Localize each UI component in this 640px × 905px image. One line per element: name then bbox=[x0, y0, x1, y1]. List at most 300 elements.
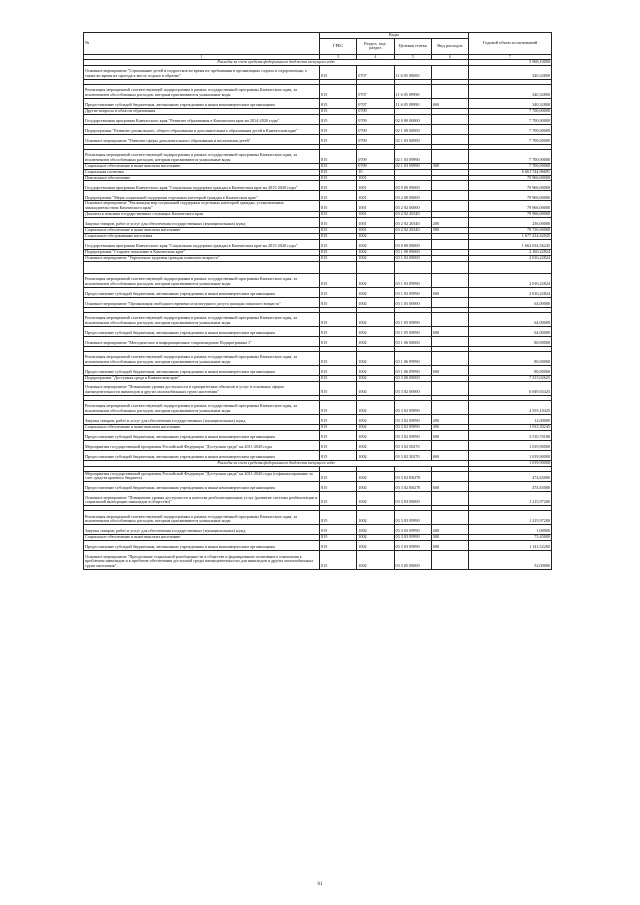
cell-grbs: 815 bbox=[320, 249, 357, 255]
cell-name: Предоставление субсидий бюджетным, автономным учреждениям и иным некоммерческим организациям bbox=[84, 326, 320, 336]
cell-target-article: 03 1 00 00000 bbox=[394, 249, 431, 255]
cell-name: Реализация мероприятий соответствующей подпрограммы в рамках государственной программы Камчатского края, за исключением обособленных расходов, которым присваиваются уникальные коды bbox=[84, 351, 320, 365]
cell-expense-type bbox=[431, 201, 468, 212]
cell-sum: 1 019,90000 bbox=[469, 440, 552, 450]
cell-razdel: 1002 bbox=[357, 424, 394, 430]
cell-target-article: 03 1 05 09990 bbox=[394, 326, 431, 336]
cell-grbs: 815 bbox=[320, 239, 357, 249]
cell-expense-type bbox=[431, 471, 468, 482]
cell-target-article: 02 1 03 09990 bbox=[394, 163, 431, 169]
cell-name: Доплаты к пенсиям государственных служащих Камчатского края bbox=[84, 212, 320, 218]
table-row bbox=[84, 239, 552, 249]
cell-expense-type: 200 bbox=[431, 525, 468, 535]
table-body bbox=[84, 59, 552, 569]
cell-expense-type bbox=[431, 114, 468, 124]
cell-grbs: 815 bbox=[320, 212, 357, 218]
cell-sum: 1 662 634,56245 bbox=[469, 239, 552, 249]
cell-sum: 1 215,97200 bbox=[469, 511, 552, 525]
cell-target-article: 03 3 02 09990 bbox=[394, 430, 431, 440]
cell-razdel: 0709 bbox=[357, 134, 394, 144]
table-row bbox=[84, 351, 552, 365]
cell-grbs: 815 bbox=[320, 65, 357, 79]
cell-sum: 1 019,90000 bbox=[469, 450, 552, 460]
table-row bbox=[84, 430, 552, 440]
cell-razdel: 1001 bbox=[357, 228, 394, 234]
cell-sum: 1 215,97200 bbox=[469, 492, 552, 506]
cell-name: Основное мероприятие "Страхование детей и подростков во время их пребывания в организациях отдыха и оздоровления, а также во время их проезда к месту отдыха и обратно" bbox=[84, 65, 320, 79]
cell-grbs: 815 bbox=[320, 381, 357, 395]
cell-grbs: 815 bbox=[320, 551, 357, 570]
cell-grbs: 815 bbox=[320, 535, 357, 541]
cell-grbs: 815 bbox=[320, 492, 357, 506]
cell-grbs: 815 bbox=[320, 297, 357, 307]
cell-grbs: 815 bbox=[320, 375, 357, 381]
cell-target-article: 03 2 00 00000 bbox=[394, 191, 431, 201]
cell-sum: 7 700,00000 bbox=[469, 124, 552, 134]
cell-target-article: 02 1 03 09990 bbox=[394, 149, 431, 163]
cell-sum: 236,00000 bbox=[469, 218, 552, 228]
cell-expense-type: 600 bbox=[431, 98, 468, 108]
header-target-article: Целевая статья bbox=[394, 38, 431, 54]
cell-name: Подпрограмма "Доступная среда в Камчатском крае" bbox=[84, 375, 320, 381]
cell-expense-type bbox=[431, 273, 468, 287]
cell-target-article: 03 1 05 00000 bbox=[394, 297, 431, 307]
page-number: 61 bbox=[317, 882, 323, 887]
cell-name: Подпрограмма "Старшее поколение в Камчатском крае" bbox=[84, 249, 320, 255]
cell-sum: 7 700,00000 bbox=[469, 114, 552, 124]
cell-name: Основное мероприятие "Повышение уровня доступности и качества реабилитационных услуг (развитие системы реабилитации и социальной интеграции инвалидов в общество)" bbox=[84, 492, 320, 506]
cell-razdel: 1002 bbox=[357, 239, 394, 249]
cell-grbs: 815 bbox=[320, 525, 357, 535]
cell-expense-type: 600 bbox=[431, 365, 468, 375]
cell-grbs: 815 bbox=[320, 273, 357, 287]
header-sum: Годовой объем ассигнований bbox=[469, 33, 552, 55]
cell-expense-type: 300 bbox=[431, 424, 468, 430]
cell-name: Основное мероприятие "Преодоление социальной разобщенности в обществе и формирование позитивного отношения к проблемам инвалидов и к проблеме обеспечения доступной среды жизнедеятельности для инвалидов и других маломобильных групп населения" bbox=[84, 551, 320, 570]
cell-target-article: 03 2 02 20340 bbox=[394, 212, 431, 218]
cell-target-article: 03 3 02 09990 bbox=[394, 414, 431, 424]
table-row bbox=[84, 381, 552, 395]
cell-sum: 64,00000 bbox=[469, 312, 552, 326]
cell-grbs: 815 bbox=[320, 234, 357, 240]
cell-expense-type bbox=[431, 124, 468, 134]
cell-target-article: 03 3 02 09990 bbox=[394, 400, 431, 414]
table-row bbox=[84, 471, 552, 482]
cell-grbs: 815 bbox=[320, 163, 357, 169]
cell-grbs: 815 bbox=[320, 98, 357, 108]
cell-name: Реализация мероприятий соответствующей подпрограммы в рамках государственной программы Камчатского края, за исключением обособленных расходов, которым присваиваются уникальные коды bbox=[84, 273, 320, 287]
table-row bbox=[84, 84, 552, 98]
cell-grbs: 815 bbox=[320, 181, 357, 191]
cell-expense-type bbox=[431, 400, 468, 414]
cell-razdel: 10 bbox=[357, 169, 394, 175]
cell-razdel: 1002 bbox=[357, 482, 394, 492]
cell-name bbox=[84, 261, 320, 273]
cell-sum: 64,00000 bbox=[469, 297, 552, 307]
cell-razdel: 0707 bbox=[357, 65, 394, 79]
cell-grbs: 815 bbox=[320, 440, 357, 450]
cell-grbs: 815 bbox=[320, 191, 357, 201]
cell-sum: 79 730,00000 bbox=[469, 228, 552, 234]
cell-grbs: 815 bbox=[320, 287, 357, 297]
cell-expense-type bbox=[431, 261, 468, 273]
cell-target-article: 03 1 05 09990 bbox=[394, 312, 431, 326]
cell-expense-type bbox=[431, 336, 468, 346]
cell-sum: 79 966,00000 bbox=[469, 212, 552, 218]
cell-target-article: 03 1 06 00000 bbox=[394, 336, 431, 346]
cell-razdel: 1002 bbox=[357, 430, 394, 440]
cell-name: Реализация мероприятий соответствующей подпрограммы в рамках государственной программы Камчатского края, за исключением обособленных расходов, которым присваиваются уникальные коды bbox=[84, 511, 320, 525]
table-row bbox=[84, 336, 552, 346]
table-row bbox=[84, 181, 552, 191]
cell-expense-type bbox=[431, 492, 468, 506]
cell-name: Основное мероприятие "Повышение уровня доступности и приоритетных объектов и услуг в основных сферах жизнедеятельности инвалидов и других маломобильных групп населения" bbox=[84, 381, 320, 395]
cell-target-article: 03 2 02 20340 bbox=[394, 218, 431, 228]
cell-expense-type bbox=[431, 181, 468, 191]
cell-target-article: 03 1 03 09990 bbox=[394, 287, 431, 297]
cell-name: Социальное обслуживание населения bbox=[84, 234, 320, 240]
cell-grbs bbox=[320, 261, 357, 273]
cell-expense-type bbox=[431, 191, 468, 201]
cell-target-article: 03 3 03 09990 bbox=[394, 541, 431, 551]
cell-sum bbox=[469, 261, 552, 273]
header-expense-type: Вид расходов bbox=[431, 38, 468, 54]
table-row bbox=[84, 482, 552, 492]
header-razdel: Раздел, под-раздел bbox=[357, 38, 394, 54]
cell-razdel: 1002 bbox=[357, 450, 394, 460]
cell-expense-type: 600 bbox=[431, 326, 468, 336]
table-row bbox=[84, 297, 552, 307]
cell-name: Реализация мероприятий соответствующей подпрограммы в рамках государственной программы Камчатского края, за исключением обособленных расходов, которым присваиваются уникальные коды bbox=[84, 312, 320, 326]
cell-target-article: 02 0 00 00000 bbox=[394, 114, 431, 124]
cell-sum: 340,32800 bbox=[469, 65, 552, 79]
cell-grbs: 815 bbox=[320, 114, 357, 124]
cell-razdel: 0707 bbox=[357, 98, 394, 108]
cell-razdel: 1002 bbox=[357, 287, 394, 297]
cell-grbs: 815 bbox=[320, 471, 357, 482]
cell-razdel: 1002 bbox=[357, 375, 394, 381]
cell-name: Социальное обеспечение и иные выплаты населению bbox=[84, 228, 320, 234]
cell-target-article: 03 0 00 00000 bbox=[394, 239, 431, 249]
cell-sum: 79 966,00000 bbox=[469, 191, 552, 201]
cell-name: Закупка товаров, работ и услуг для обеспечения государственных (муниципальных) нужд bbox=[84, 525, 320, 535]
table-row bbox=[84, 312, 552, 326]
section-title: Расходы за счет средств федерального бюджета текущего года bbox=[84, 460, 469, 466]
cell-razdel: 1002 bbox=[357, 471, 394, 482]
cell-name: Реализация мероприятий соответствующей подпрограммы в рамках государственной программы Камчатского края, за исключением обособленных расходов, которым присваиваются уникальные коды bbox=[84, 149, 320, 163]
cell-name: Основное мероприятие "Реализация мер социальной поддержки отдельных категорий граждан, установленных законодательством Камчатского края" bbox=[84, 201, 320, 212]
cell-sum: 3 510,70180 bbox=[469, 430, 552, 440]
table-row bbox=[84, 365, 552, 375]
cell-target-article: 03 1 03 09990 bbox=[394, 273, 431, 287]
cell-target-article: 03 3 03 09990 bbox=[394, 535, 431, 541]
table-row bbox=[84, 201, 552, 212]
cell-grbs: 815 bbox=[320, 312, 357, 326]
table-row bbox=[84, 525, 552, 535]
table-row bbox=[84, 511, 552, 525]
col-number-4: 4 bbox=[357, 54, 394, 59]
cell-name: Подпрограмма "Развитие дошкольного, общего образования и дополнительного образования детей в Камчатском крае" bbox=[84, 124, 320, 134]
cell-target-article: 03 2 02 20340 bbox=[394, 228, 431, 234]
cell-name: Закупка товаров, работ и услуг для обеспечения государственных (муниципальных) нужд bbox=[84, 218, 320, 228]
cell-name: Другие вопросы в области образования bbox=[84, 108, 320, 114]
cell-expense-type bbox=[431, 239, 468, 249]
col-number-3: 3 bbox=[320, 54, 357, 59]
cell-expense-type bbox=[431, 134, 468, 144]
cell-expense-type: 300 bbox=[431, 535, 468, 541]
cell-sum: 64,00000 bbox=[469, 326, 552, 336]
cell-sum: 1 141,52200 bbox=[469, 541, 552, 551]
cell-sum: 7 700,00000 bbox=[469, 134, 552, 144]
cell-grbs: 815 bbox=[320, 351, 357, 365]
cell-target-article: 03 2 02 00000 bbox=[394, 201, 431, 212]
cell-name: Предоставление субсидий бюджетным, автономным учреждениям и иным некоммерческим организациям bbox=[84, 365, 320, 375]
cell-name: Основное мероприятие "Методическое и информационное сопровождение Подпрограммы 1" bbox=[84, 336, 320, 346]
cell-target-article: 03 1 03 00000 bbox=[394, 255, 431, 261]
cell-razdel: 1002 bbox=[357, 414, 394, 424]
cell-razdel: 1001 bbox=[357, 191, 394, 201]
document-page bbox=[83, 32, 552, 570]
table-row bbox=[84, 149, 552, 163]
cell-target-article: 02 1 03 00000 bbox=[394, 134, 431, 144]
cell-razdel: 0709 bbox=[357, 149, 394, 163]
cell-name: Подпрограмма "Меры социальной поддержки отдельных категорий граждан в Камчатском крае" bbox=[84, 191, 320, 201]
table-row bbox=[84, 98, 552, 108]
cell-expense-type bbox=[431, 351, 468, 365]
cell-grbs: 815 bbox=[320, 365, 357, 375]
budget-table bbox=[83, 32, 552, 570]
table-row bbox=[84, 65, 552, 79]
table-row bbox=[84, 450, 552, 460]
cell-sum: 80,00000 bbox=[469, 336, 552, 346]
cell-name: Реализация мероприятий соответствующей подпрограммы в рамках государственной программы Камчатского края, за исключением обособленных расходов, которым присваиваются уникальные коды bbox=[84, 84, 320, 98]
cell-razdel: 0709 bbox=[357, 163, 394, 169]
cell-target-article: 03 1 06 09990 bbox=[394, 365, 431, 375]
cell-target-article: 03 3 00 00000 bbox=[394, 375, 431, 381]
cell-sum: 474,65000 bbox=[469, 471, 552, 482]
cell-sum: 2 016,22824 bbox=[469, 287, 552, 297]
cell-name: Государственная программа Камчатского края "Социальная поддержка граждан в Камчатском крае на 2015-2020 годы" bbox=[84, 181, 320, 191]
cell-razdel: 1002 bbox=[357, 511, 394, 525]
cell-expense-type bbox=[431, 511, 468, 525]
cell-target-article: 02 1 00 00000 bbox=[394, 124, 431, 134]
cell-grbs: 815 bbox=[320, 201, 357, 212]
cell-expense-type: 200 bbox=[431, 414, 468, 424]
cell-razdel: 1002 bbox=[357, 440, 394, 450]
cell-razdel: 0707 bbox=[357, 84, 394, 98]
table-row bbox=[84, 326, 552, 336]
cell-grbs: 815 bbox=[320, 482, 357, 492]
cell-razdel: 1002 bbox=[357, 381, 394, 395]
table-row bbox=[84, 273, 552, 287]
cell-razdel: 1002 bbox=[357, 326, 394, 336]
cell-grbs: 815 bbox=[320, 450, 357, 460]
cell-razdel: 1002 bbox=[357, 336, 394, 346]
cell-name: Основное мероприятие "Развитие сферы дополнительного образования и воспитания детей" bbox=[84, 134, 320, 144]
cell-razdel: 1002 bbox=[357, 312, 394, 326]
cell-name: Предоставление субсидий бюджетным, автономным учреждениям и иным некоммерческим организациям bbox=[84, 287, 320, 297]
cell-name: Предоставление субсидий бюджетным, автономным учреждениям и иным некоммерческим организациям bbox=[84, 482, 320, 492]
cell-grbs: 815 bbox=[320, 430, 357, 440]
cell-grbs: 815 bbox=[320, 414, 357, 424]
cell-expense-type: 600 bbox=[431, 430, 468, 440]
cell-razdel: 1002 bbox=[357, 365, 394, 375]
cell-sum: 2 016,22824 bbox=[469, 273, 552, 287]
cell-expense-type bbox=[431, 297, 468, 307]
cell-expense-type: 200 bbox=[431, 218, 468, 228]
cell-expense-type: 600 bbox=[431, 450, 468, 460]
cell-name: Социальное обеспечение и иные выплаты населению bbox=[84, 163, 320, 169]
cell-name: Социальное обеспечение и иные выплаты населению bbox=[84, 424, 320, 430]
cell-sum: 1 677 234,62045 bbox=[469, 234, 552, 240]
table-row bbox=[84, 134, 552, 144]
cell-name: Предоставление субсидий бюджетным, автономным учреждениям и иным некоммерческим организациям bbox=[84, 430, 320, 440]
cell-razdel: 1002 bbox=[357, 535, 394, 541]
cell-expense-type bbox=[431, 84, 468, 98]
table-row bbox=[84, 124, 552, 134]
cell-expense-type: 600 bbox=[431, 541, 468, 551]
cell-sum: 1,00000 bbox=[469, 525, 552, 535]
table-row bbox=[84, 541, 552, 551]
cell-sum: 7 700,00000 bbox=[469, 149, 552, 163]
table-row bbox=[84, 414, 552, 424]
table-row bbox=[84, 191, 552, 201]
header-number: № bbox=[84, 33, 320, 55]
cell-name: Закупка товаров, работ и услуг для обеспечения государственных (муниципальных) нужд bbox=[84, 414, 320, 424]
cell-name: Социальное обеспечение и иные выплаты населению bbox=[84, 535, 320, 541]
cell-sum: 1 019,90000 bbox=[469, 460, 552, 466]
cell-grbs: 815 bbox=[320, 84, 357, 98]
cell-name: Предоставление субсидий бюджетным, автономным учреждениям и иным некоммерческим организациям bbox=[84, 541, 320, 551]
cell-expense-type: 600 bbox=[431, 287, 468, 297]
cell-name: Государственная программа Камчатского края "Социальная поддержка граждан в Камчатском крае на 2015-2020 годы" bbox=[84, 239, 320, 249]
cell-razdel: 1001 bbox=[357, 212, 394, 218]
cell-razdel: 1002 bbox=[357, 400, 394, 414]
cell-target-article: 03 3 02 09990 bbox=[394, 424, 431, 430]
cell-target-article: 11 6 05 00000 bbox=[394, 65, 431, 79]
cell-grbs: 815 bbox=[320, 134, 357, 144]
cell-razdel: 1002 bbox=[357, 351, 394, 365]
cell-target-article: 03 3 02 R0270 bbox=[394, 482, 431, 492]
cell-name: Мероприятия государственной программы Российской Федерации "Доступная среда" на 2011-2020 годы bbox=[84, 440, 320, 450]
header-codes: Коды bbox=[320, 33, 469, 39]
cell-sum: 340,32800 bbox=[469, 84, 552, 98]
cell-grbs: 815 bbox=[320, 255, 357, 261]
cell-razdel: 1002 bbox=[357, 234, 394, 240]
cell-expense-type bbox=[431, 65, 468, 79]
cell-razdel: 1002 bbox=[357, 273, 394, 287]
cell-razdel: 1002 bbox=[357, 551, 394, 570]
cell-expense-type: 300 bbox=[431, 163, 468, 169]
cell-target-article: 03 3 05 00000 bbox=[394, 551, 431, 570]
table-row bbox=[84, 261, 552, 273]
table-row bbox=[84, 440, 552, 450]
cell-razdel: 1002 bbox=[357, 297, 394, 307]
cell-name: Социальная политика bbox=[84, 169, 320, 175]
cell-sum: 6 661 744,96691 bbox=[469, 169, 552, 175]
cell-target-article: 03 1 06 09990 bbox=[394, 351, 431, 365]
cell-name: Основное мероприятие "Организация свободного времени и культурного досуга граждан пожилого возраста" bbox=[84, 297, 320, 307]
cell-sum: 80,00000 bbox=[469, 351, 552, 365]
cell-razdel: 0709 bbox=[357, 124, 394, 134]
cell-sum: 7 700,00000 bbox=[469, 108, 552, 114]
cell-razdel: 1001 bbox=[357, 181, 394, 191]
cell-expense-type bbox=[431, 551, 468, 570]
cell-name: Предоставление субсидий бюджетным, автономным учреждениям и иным некоммерческим организациям bbox=[84, 98, 320, 108]
cell-sum: 1 033,30245 bbox=[469, 424, 552, 430]
cell-target-article: 11 6 05 09990 bbox=[394, 98, 431, 108]
cell-grbs: 815 bbox=[320, 541, 357, 551]
section-title: Расходы за счет средств федерального бюджета текущего года bbox=[84, 59, 469, 65]
cell-target-article: 03 3 02 R0270 bbox=[394, 471, 431, 482]
cell-grbs: 815 bbox=[320, 336, 357, 346]
cell-razdel: 1001 bbox=[357, 201, 394, 212]
col-number-5: 5 bbox=[394, 54, 431, 59]
cell-target-article: 03 0 00 00000 bbox=[394, 181, 431, 191]
cell-sum: 6 049,65425 bbox=[469, 381, 552, 395]
cell-grbs: 815 bbox=[320, 511, 357, 525]
cell-grbs: 815 bbox=[320, 228, 357, 234]
cell-grbs: 815 bbox=[320, 400, 357, 414]
cell-sum: 80,00000 bbox=[469, 365, 552, 375]
cell-grbs: 815 bbox=[320, 424, 357, 430]
cell-razdel: 1001 bbox=[357, 175, 394, 181]
cell-name: Основное мероприятие "Укрепление здоровья граждан пожилого возраста" bbox=[84, 255, 320, 261]
cell-grbs: 815 bbox=[320, 175, 357, 181]
cell-sum: 52,00000 bbox=[469, 551, 552, 570]
cell-grbs: 815 bbox=[320, 218, 357, 228]
cell-razdel: 1002 bbox=[357, 541, 394, 551]
cell-expense-type bbox=[431, 149, 468, 163]
table-row bbox=[84, 114, 552, 124]
cell-expense-type bbox=[431, 381, 468, 395]
cell-sum: 7 700,00000 bbox=[469, 163, 552, 169]
cell-sum: 474,65000 bbox=[469, 482, 552, 492]
cell-razdel: 1001 bbox=[357, 218, 394, 228]
cell-grbs: 815 bbox=[320, 149, 357, 163]
cell-grbs: 815 bbox=[320, 169, 357, 175]
cell-name: Реализация мероприятий соответствующей подпрограммы в рамках государственной программы Камчатского края, за исключением обособленных расходов, которым присваиваются уникальные коды bbox=[84, 400, 320, 414]
table-row bbox=[84, 400, 552, 414]
table-row bbox=[84, 218, 552, 228]
cell-target-article: 03 3 03 00000 bbox=[394, 492, 431, 506]
cell-target-article: 03 3 02 50270 bbox=[394, 450, 431, 460]
cell-target-article: 11 6 05 09990 bbox=[394, 84, 431, 98]
cell-razdel: 1002 bbox=[357, 525, 394, 535]
cell-name: Предоставление субсидий бюджетным, автономным учреждениям и иным некоммерческим организациям bbox=[84, 450, 320, 460]
cell-sum: 12,00000 bbox=[469, 414, 552, 424]
cell-razdel: 0709 bbox=[357, 108, 394, 114]
cell-expense-type bbox=[431, 440, 468, 450]
cell-name: Мероприятия государственной программы Российской Федерации "Доступная среда" на 2011-2020 годы (софинансирование за счет средств краевого бюджета) bbox=[84, 471, 320, 482]
cell-expense-type: 300 bbox=[431, 228, 468, 234]
col-number-7: 7 bbox=[469, 54, 552, 59]
cell-razdel: 1002 bbox=[357, 255, 394, 261]
cell-sum: 340,32800 bbox=[469, 98, 552, 108]
cell-sum: 73,45000 bbox=[469, 535, 552, 541]
cell-razdel bbox=[357, 261, 394, 273]
cell-razdel: 1002 bbox=[357, 492, 394, 506]
cell-razdel: 0709 bbox=[357, 114, 394, 124]
cell-sum: 79 966,00000 bbox=[469, 201, 552, 212]
cell-grbs: 815 bbox=[320, 326, 357, 336]
cell-razdel: 1002 bbox=[357, 249, 394, 255]
cell-expense-type: 600 bbox=[431, 482, 468, 492]
col-number-1: 1 bbox=[84, 54, 320, 59]
cell-sum: 2 016,22824 bbox=[469, 255, 552, 261]
cell-sum: 79 966,00000 bbox=[469, 181, 552, 191]
table-row bbox=[84, 492, 552, 506]
